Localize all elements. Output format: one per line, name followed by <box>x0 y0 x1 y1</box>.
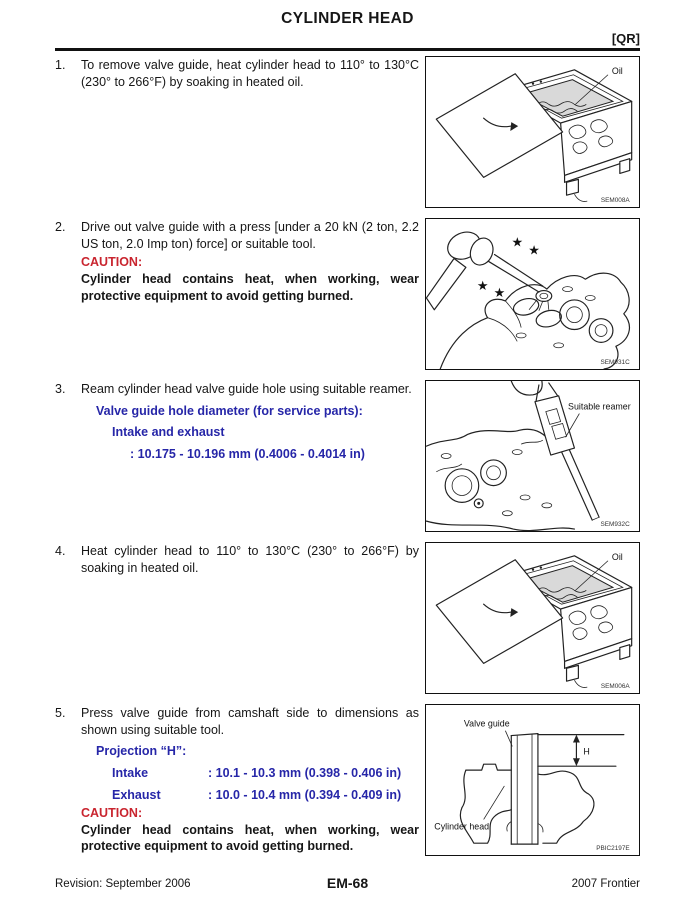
spec-row-label: Exhaust <box>112 787 161 802</box>
step-number: 3. <box>55 382 66 396</box>
figure-label-valve-guide: Valve guide <box>463 718 510 729</box>
spec-value: : 10.175 - 10.196 mm (0.4006 - 0.4014 in) <box>130 446 365 461</box>
figure-code: PBIC2197E <box>596 845 630 853</box>
step-row-5 <box>55 704 640 866</box>
spec-row-label: Intake <box>112 765 149 780</box>
caution-label: CAUTION: <box>81 255 143 270</box>
spec-row-value: : 10.1 - 10.3 mm (0.398 - 0.406 in) <box>208 765 402 780</box>
spec-row-value: : 10.0 - 10.4 mm (0.394 - 0.409 in) <box>208 787 402 802</box>
step-number: 2. <box>55 220 66 234</box>
figure-oil-bath-2 <box>425 542 640 694</box>
impact-star-icon: ★ <box>511 234 523 250</box>
footer-revision: Revision: September 2006 <box>55 878 191 890</box>
reamer-illustration <box>426 381 639 531</box>
cross-section-illustration <box>426 705 639 855</box>
step-text: Ream cylinder head valve guide hole using suitable reamer. <box>81 382 412 396</box>
figure-label-cylinder-head: Cylinder head <box>434 821 490 832</box>
caution-text: Cylinder head contains heat, when working, wear protective equipment to avoid getting burned. <box>81 271 419 303</box>
figure-code: SEM932C <box>600 521 630 529</box>
figure-label-h: H <box>583 746 590 757</box>
step-row-2 <box>55 218 640 380</box>
section-tag: [QR] <box>611 31 640 46</box>
step-row-3 <box>55 380 640 542</box>
oil-bath-illustration <box>426 543 639 693</box>
spec-row-intake <box>112 765 419 782</box>
oil-bath-illustration <box>426 57 639 207</box>
step-text: Heat cylinder head to 110° to 130°C (230° to 266°F) by soaking in heated oil. <box>81 544 419 575</box>
page-title: CYLINDER HEAD <box>281 10 414 27</box>
figure-label-oil: Oil <box>611 65 623 76</box>
spec-heading: Projection “H”: <box>96 744 187 759</box>
footer-page-number: EM-68 <box>326 875 369 891</box>
step-text: Drive out valve guide with a press [under a 20 kN (2 ton, 2.2 US ton, 2.0 Imp ton) force] or suitable tool. <box>81 220 419 251</box>
figure-drive-out-guide <box>425 218 640 370</box>
footer-model: 2007 Frontier <box>571 878 640 890</box>
figure-code: SEM931C <box>600 359 630 367</box>
step-row-1 <box>55 56 640 218</box>
hammer-illustration <box>426 219 639 369</box>
step-row-4 <box>55 542 640 704</box>
figure-reamer <box>425 380 640 532</box>
figure-oil-bath-1 <box>425 56 640 208</box>
procedure-steps <box>55 56 640 866</box>
figure-label-suitable-reamer: Suitable reamer <box>568 401 631 412</box>
figure-code: SEM006A <box>600 683 630 691</box>
figure-projection-h <box>425 704 640 856</box>
impact-star-icon: ★ <box>493 284 506 300</box>
spec-subheading: Intake and exhaust <box>112 425 225 440</box>
caution-text: Cylinder head contains heat, when working, wear protective equipment to avoid getting burned. <box>81 822 419 854</box>
impact-star-icon: ★ <box>476 278 489 294</box>
figure-label-oil: Oil <box>611 551 623 562</box>
step-number: 1. <box>55 58 66 72</box>
step-number: 5. <box>55 706 66 720</box>
step-number: 4. <box>55 544 66 558</box>
header-rule <box>55 48 640 51</box>
caution-label: CAUTION: <box>81 806 143 821</box>
impact-star-icon: ★ <box>528 242 540 258</box>
step-text: To remove valve guide, heat cylinder head to 110° to 130°C (230° to 266°F) by soaking in heated oil. <box>81 58 419 89</box>
figure-code: SEM008A <box>600 197 630 205</box>
spec-heading: Valve guide hole diameter (for service parts): <box>96 403 363 418</box>
spec-row-exhaust <box>112 787 419 804</box>
step-text: Press valve guide from camshaft side to dimensions as shown using suitable tool. <box>81 706 419 737</box>
page-footer <box>55 875 640 891</box>
